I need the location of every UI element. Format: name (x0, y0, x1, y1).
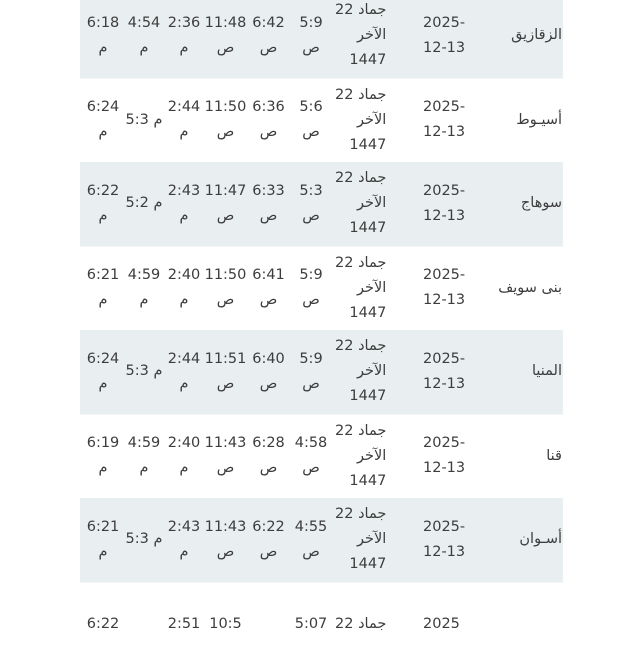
hijri-date-cell (332, 78, 421, 162)
dhuhr-time: 10:5 (209, 615, 242, 632)
isha-cell (80, 414, 124, 498)
sunrise-cell (247, 162, 290, 246)
gregorian-date: 2025- 12-13 (423, 14, 466, 56)
hijri-date-cell (332, 162, 421, 246)
sunrise-cell (247, 78, 290, 162)
asr-cell (164, 78, 204, 162)
gregorian-date-cell (421, 498, 480, 582)
hijri-date-cell (332, 498, 421, 582)
city-name: أسـوان (519, 531, 562, 548)
table-row (80, 162, 563, 246)
dhuhr-cell (204, 246, 247, 330)
maghrib-time: 4:59 م (127, 267, 161, 309)
fajr-time: 5:07 (294, 615, 328, 632)
city-name: سوهاج (520, 195, 562, 212)
gregorian-date-cell (421, 330, 480, 414)
fajr-cell (290, 162, 332, 246)
asr-time: 2:40 م (167, 267, 201, 309)
isha-time: 6:22 (86, 615, 120, 632)
isha-time: 6:24 م (86, 99, 120, 141)
gregorian-date-cell (421, 414, 480, 498)
dhuhr-cell (204, 0, 247, 78)
sunrise-cell (247, 414, 290, 498)
isha-cell (80, 246, 124, 330)
prayer-times-table-body (80, 0, 563, 666)
maghrib-cell (124, 498, 164, 582)
fajr-time: 5:3 ص (299, 182, 323, 224)
dhuhr-cell (204, 78, 247, 162)
maghrib-time: 4:59 م (127, 435, 161, 477)
maghrib-cell (124, 78, 164, 162)
fajr-cell (290, 0, 332, 78)
isha-time: 6:21 م (86, 267, 120, 309)
asr-cell (164, 582, 204, 666)
sunrise-cell (247, 582, 290, 666)
fajr-time: 5:9 ص (299, 267, 323, 309)
dhuhr-time: 11:43 ص (204, 435, 247, 477)
city-name: أسيـوط (516, 111, 562, 128)
dhuhr-time: 11:47 ص (204, 182, 247, 224)
hijri-date: 22 جماد الآخر 1447 (335, 338, 387, 405)
gregorian-date: 2025 (423, 615, 460, 632)
asr-cell (164, 246, 204, 330)
fajr-cell (290, 414, 332, 498)
isha-time: 6:21 م (86, 518, 120, 560)
sunrise-time: 6:36 ص (252, 99, 285, 141)
sunrise-time: 6:41 ص (252, 267, 285, 309)
gregorian-date: 2025- 12-13 (423, 435, 466, 477)
maghrib-time: 4:54 م (127, 14, 161, 56)
hijri-date: 22 جماد الآخر 1447 (335, 170, 387, 237)
hijri-date-cell (332, 582, 421, 666)
prayer-times-table-container (80, 0, 562, 666)
asr-time: 2:36 م (167, 14, 201, 56)
table-row (80, 0, 563, 78)
maghrib-time: 5:3 م (125, 363, 163, 380)
dhuhr-cell (204, 414, 247, 498)
dhuhr-time: 11:51 ص (204, 350, 247, 392)
gregorian-date-cell (421, 582, 480, 666)
maghrib-time: 5:3 م (125, 111, 163, 128)
isha-time: 6:18 م (86, 14, 120, 56)
fajr-cell (290, 330, 332, 414)
city-cell (480, 0, 563, 78)
dhuhr-cell (204, 582, 247, 666)
isha-time: 6:22 م (86, 182, 120, 224)
sunrise-cell (247, 0, 290, 78)
city-name: المنيا (532, 363, 562, 380)
sunrise-time: 6:28 ص (252, 435, 285, 477)
table-row (80, 246, 563, 330)
hijri-date: 22 جماد (335, 615, 387, 632)
gregorian-date-cell (421, 246, 480, 330)
city-name: قنا (546, 447, 562, 464)
table-row (80, 582, 563, 666)
hijri-date: 22 جماد الآخر 1447 (335, 506, 387, 573)
asr-cell (164, 162, 204, 246)
fajr-time: 4:55 ص (294, 518, 328, 560)
dhuhr-time: 11:50 ص (204, 267, 247, 309)
gregorian-date-cell (421, 78, 480, 162)
table-row (80, 330, 563, 414)
fajr-cell (290, 246, 332, 330)
asr-cell (164, 498, 204, 582)
isha-time: 6:19 م (86, 435, 120, 477)
dhuhr-time: 11:50 ص (204, 99, 247, 141)
dhuhr-cell (204, 330, 247, 414)
dhuhr-time: 11:43 ص (204, 518, 247, 560)
gregorian-date: 2025- 12-13 (423, 350, 466, 392)
gregorian-date: 2025- 12-13 (423, 99, 466, 141)
isha-time: 6:24 م (86, 350, 120, 392)
isha-cell (80, 78, 124, 162)
city-name: بنى سويف (498, 279, 562, 296)
hijri-date: 22 جماد الآخر 1447 (335, 254, 387, 321)
sunrise-time: 6:42 ص (252, 14, 285, 56)
fajr-cell (290, 498, 332, 582)
maghrib-time: 5:2 م (125, 195, 163, 212)
hijri-date: 22 جماد الآخر 1447 (335, 422, 387, 489)
maghrib-time: 5:3 م (125, 531, 163, 548)
sunrise-time: 6:40 ص (252, 350, 285, 392)
asr-time: 2:43 م (167, 518, 201, 560)
sunrise-cell (247, 498, 290, 582)
isha-cell (80, 582, 124, 666)
city-cell (480, 582, 563, 666)
asr-cell (164, 414, 204, 498)
fajr-cell (290, 582, 332, 666)
gregorian-date: 2025- 12-13 (423, 267, 466, 309)
asr-cell (164, 330, 204, 414)
hijri-date-cell (332, 0, 421, 78)
maghrib-cell (124, 582, 164, 666)
city-cell (480, 414, 563, 498)
city-cell (480, 498, 563, 582)
hijri-date-cell (332, 414, 421, 498)
isha-cell (80, 498, 124, 582)
maghrib-cell (124, 246, 164, 330)
maghrib-cell (124, 414, 164, 498)
dhuhr-cell (204, 162, 247, 246)
gregorian-date-cell (421, 162, 480, 246)
prayer-times-table (80, 0, 563, 666)
dhuhr-time: 11:48 ص (204, 14, 247, 56)
hijri-date: 22 جماد الآخر 1447 (335, 2, 387, 69)
fajr-cell (290, 78, 332, 162)
city-cell (480, 78, 563, 162)
maghrib-cell (124, 162, 164, 246)
sunrise-cell (247, 330, 290, 414)
city-cell (480, 246, 563, 330)
sunrise-cell (247, 246, 290, 330)
asr-time: 2:40 م (167, 435, 201, 477)
isha-cell (80, 0, 124, 78)
city-cell (480, 330, 563, 414)
asr-time: 2:43 م (167, 182, 201, 224)
sunrise-time: 6:33 ص (252, 182, 285, 224)
asr-time: 2:44 م (167, 99, 201, 141)
isha-cell (80, 162, 124, 246)
hijri-date-cell (332, 246, 421, 330)
asr-time: 2:44 م (167, 350, 201, 392)
hijri-date: 22 جماد الآخر 1447 (335, 86, 387, 153)
table-row (80, 414, 563, 498)
city-name: الزقازيق (511, 27, 562, 44)
isha-cell (80, 330, 124, 414)
asr-time: 2:51 (167, 615, 201, 632)
gregorian-date: 2025- 12-13 (423, 518, 466, 560)
fajr-time: 4:58 ص (294, 435, 328, 477)
fajr-time: 5:9 ص (299, 14, 323, 56)
fajr-time: 5:6 ص (299, 99, 323, 141)
dhuhr-cell (204, 498, 247, 582)
asr-cell (164, 0, 204, 78)
table-row (80, 498, 563, 582)
hijri-date-cell (332, 330, 421, 414)
table-row (80, 78, 563, 162)
sunrise-time: 6:22 ص (252, 518, 285, 560)
gregorian-date-cell (421, 0, 480, 78)
fajr-time: 5:9 ص (299, 350, 323, 392)
maghrib-cell (124, 330, 164, 414)
maghrib-cell (124, 0, 164, 78)
city-cell (480, 162, 563, 246)
gregorian-date: 2025- 12-13 (423, 182, 466, 224)
